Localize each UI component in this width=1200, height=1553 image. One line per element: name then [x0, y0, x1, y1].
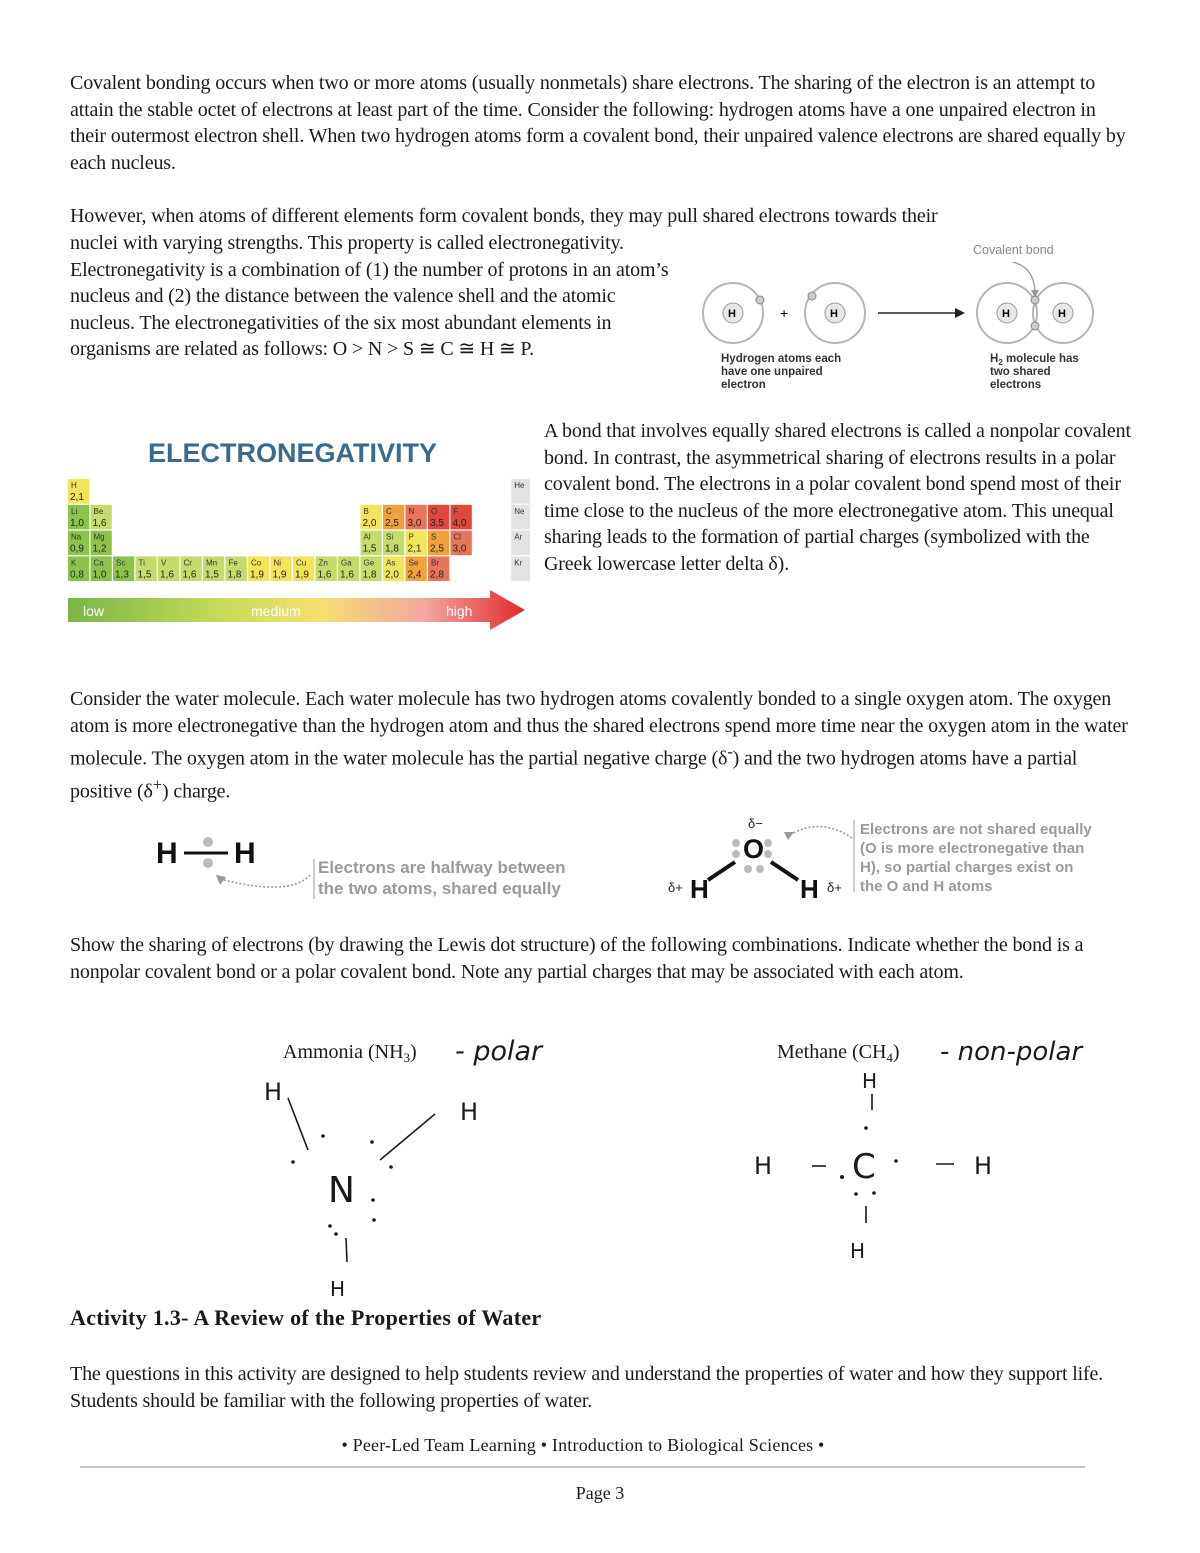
water-pointer: [788, 826, 852, 838]
water-h-left: H: [690, 874, 709, 904]
methane-dot-5: [872, 1191, 876, 1195]
hh-right-h: H: [234, 837, 256, 870]
element-cell-ni: [271, 556, 292, 581]
methane-label-sub: 4: [886, 1050, 893, 1065]
methane-answer: [750, 1030, 1150, 1265]
water-bond-electron-1: [744, 865, 752, 873]
ammonia-bond-right: [380, 1114, 435, 1160]
ammonia-label-sub: 3: [403, 1050, 411, 1065]
hh-electron-bottom: [203, 858, 213, 868]
methane-dot-4: [854, 1192, 858, 1196]
instructions-text: Show the sharing of electrons (by drawing the Lewis dot structure) of the following combinations. Indicate whether the bond is a nonpolar covalent bond or a polar covalent bond. Note any partial charges that may be associated with each atom.: [70, 934, 1084, 983]
hh-caption-line2: the two atoms, shared equally: [318, 879, 561, 898]
element-value: 4,0: [452, 517, 467, 529]
electronegativity-chart: [60, 430, 530, 640]
element-symbol: Mn: [206, 558, 218, 568]
water-delta-minus: δ−: [748, 816, 763, 831]
ammonia-dot-8: [334, 1232, 338, 1236]
element-symbol: Kr: [514, 558, 523, 568]
element-value: 1,0: [70, 517, 84, 529]
element-cell-si: [383, 531, 404, 556]
element-value: 2,1: [407, 543, 422, 555]
element-value: 1,6: [92, 517, 107, 529]
element-symbol: Mg: [93, 532, 105, 542]
activity-intro-paragraph: [70, 1361, 1130, 1414]
water-text-end: ) charge.: [162, 781, 231, 804]
h2-symbol-right: H: [1058, 308, 1066, 320]
chart-title: ELECTRONEGATIVITY: [148, 438, 438, 468]
electronegativity-text-line1: However, when atoms of different elements form covalent bonds, they may pull shared electrons towards their: [70, 205, 938, 227]
element-cell-al: [361, 531, 382, 556]
hydrogen-symbol-left: H: [728, 308, 736, 320]
element-cell-h: [68, 479, 89, 504]
element-value: 2,4: [407, 569, 422, 581]
element-symbol: Li: [71, 506, 78, 516]
element-value: 1,0: [92, 569, 107, 581]
h2-symbol-left: H: [1002, 308, 1010, 320]
element-value: 1,9: [295, 569, 309, 581]
caption-left-line3: electron: [721, 379, 766, 391]
hh-left-h: H: [156, 837, 178, 870]
element-symbol: Zn: [318, 558, 328, 568]
methane-handwritten-answer: - non-polar: [940, 1037, 1083, 1067]
element-symbol: H: [71, 481, 77, 490]
element-symbol: Ni: [273, 558, 282, 568]
water-lone-pair-left-2: [732, 850, 740, 858]
hh-bond-figure: [150, 825, 600, 905]
element-value: 1,9: [272, 569, 287, 581]
element-symbol: K: [71, 558, 77, 568]
footer-program-line: • Peer-Led Team Learning • Introduction to Biological Sciences •: [341, 1435, 825, 1455]
ammonia-answer: [250, 1030, 630, 1305]
water-text-start: Consider the water molecule. Each water molecule has two hydrogen atoms covalently bonded to a single oxygen atom. The oxygen atom is more electronegative than the hydrogen atom and thus the shared electrons spend more time near the oxygen atom in the water molecule. The oxygen atom in the water molecule has the partial negative charge (δ: [70, 688, 1128, 770]
water-caption: [860, 821, 1096, 895]
element-value: 1,5: [205, 569, 219, 581]
element-value: 3,0: [407, 517, 422, 529]
element-value: 1,6: [160, 569, 174, 581]
element-symbol: N: [408, 506, 415, 516]
ammonia-dot-7: [328, 1224, 332, 1228]
element-value: 0,9: [70, 543, 84, 555]
ammonia-dot-1: [321, 1134, 325, 1138]
element-cells: [68, 479, 530, 581]
element-cell-kr: [511, 556, 530, 581]
caption-left-line2: have one unpaired: [721, 366, 823, 378]
element-cell-o: [428, 505, 449, 530]
element-symbol: Na: [71, 532, 82, 542]
page-number: Page 3: [575, 1483, 625, 1503]
element-value: 2,1: [70, 492, 84, 503]
scale-medium: medium: [251, 603, 301, 619]
electron-right: [808, 292, 816, 300]
covalent-bond-label: Covalent bond: [973, 243, 1054, 257]
polar-bond-text: A bond that involves equally shared electrons is called a nonpolar covalent bond. In contrast, the asymmetrical sharing of electrons results in a polar covalent bond. The electrons in a polar covalent bond spend most of their time close to the nucleus of the more electronegative atom. This unequal sharing leads to the formation of partial charges (symbolized with the Greek lowercase letter delta δ).: [544, 420, 1131, 575]
electronegativity-paragraph: [70, 230, 680, 363]
methane-h-right: H: [974, 1152, 993, 1180]
element-cell-s: [428, 531, 449, 556]
caption-right-line1-start: H: [990, 353, 999, 365]
caption-right-line2: two shared: [990, 366, 1051, 378]
element-value: 1,3: [115, 569, 129, 581]
element-value: 1,6: [317, 569, 332, 581]
water-text-mid: ) and the two hydrogen atoms have a partial positive (δ: [70, 747, 1078, 804]
element-cell-ca: [91, 556, 112, 581]
ammonia-label-start: Ammonia (NH: [283, 1041, 404, 1063]
element-cell-f: [451, 505, 472, 530]
element-symbol: Si: [386, 532, 394, 542]
water-bond-left: [708, 862, 735, 880]
ammonia-dot-5: [371, 1198, 375, 1202]
methane-label: [777, 1041, 900, 1065]
element-cell-he: [511, 479, 530, 504]
caption-right-line3: electrons: [990, 379, 1042, 391]
hh-pointer: [220, 875, 310, 887]
element-symbol: Ti: [138, 558, 145, 568]
electronegativity-text: nuclei with varying strengths. This property is called electronegativity. Electronegativity is a combination of (1) the number of protons in an atom’s nucleus and (2) the distance between the valence shell and the atomic nucleus. The electronegativities of the six most abundant elements in organisms are related as follows: O > N > S ≅ C ≅ H ≅ P.: [70, 232, 669, 361]
hh-electron-top: [203, 837, 213, 847]
element-value: 1,5: [362, 543, 377, 555]
element-symbol: Al: [363, 532, 371, 542]
element-cell-cr: [181, 556, 202, 581]
shared-electron-top: [1031, 296, 1039, 304]
element-symbol: Ge: [363, 558, 375, 568]
instructions-paragraph: [70, 932, 1130, 985]
water-o: O: [743, 834, 765, 864]
element-symbol: Cl: [453, 532, 462, 542]
water-delta-plus-right: δ+: [827, 880, 842, 895]
ammonia-h-bottom: H: [330, 1277, 346, 1301]
water-text: [70, 686, 1130, 806]
methane-dot-3: [894, 1159, 898, 1163]
element-value: 1,8: [385, 543, 399, 555]
water-lone-pair-right-2: [764, 850, 772, 858]
water-caption-line4: the O and H atoms: [860, 878, 993, 895]
element-cell-mg: [91, 531, 112, 556]
element-cell-p: [406, 531, 427, 556]
water-h-right: H: [800, 874, 819, 904]
polar-bond-paragraph: [544, 418, 1134, 578]
element-symbol: C: [386, 506, 392, 516]
element-cell-ne: [511, 505, 530, 530]
methane-c: C: [852, 1147, 876, 1187]
methane-label-start: Methane (CH: [777, 1041, 887, 1063]
element-value: 1,9: [250, 569, 264, 581]
element-value: 3,5: [430, 517, 444, 529]
element-symbol: Br: [431, 558, 439, 568]
element-cell-as: [383, 556, 404, 581]
water-bond-electron-2: [756, 865, 764, 873]
caption-right: [990, 353, 1082, 391]
water-paragraph: [70, 686, 1130, 806]
plus-sign: +: [780, 305, 789, 321]
water-caption-line3: H), so partial charges exist on: [860, 859, 1074, 876]
element-value: 2,0: [362, 517, 377, 529]
ammonia-label: [283, 1041, 417, 1065]
element-symbol: Fe: [228, 558, 238, 568]
caption-right-line1-sub: 2: [998, 358, 1003, 367]
caption-left-line1: Hydrogen atoms each: [721, 353, 842, 365]
ammonia-n: N: [328, 1170, 355, 1211]
water-molecule-figure: [660, 810, 1120, 910]
element-value: 1,6: [340, 569, 354, 581]
ammonia-bond-bottom: [346, 1238, 347, 1262]
element-cell-zn: [316, 556, 337, 581]
element-cell-cu: [293, 556, 314, 581]
element-symbol: V: [161, 558, 167, 568]
element-cell-ge: [361, 556, 382, 581]
element-cell-be: [91, 505, 112, 530]
water-delta-plus-left: δ+: [668, 880, 683, 895]
element-symbol: Be: [93, 506, 104, 516]
water-text-pos: +: [152, 775, 163, 795]
element-cell-k: [68, 556, 89, 581]
element-symbol: Ga: [341, 558, 352, 568]
element-symbol: Cu: [296, 558, 307, 568]
ammonia-dot-6: [372, 1218, 376, 1222]
element-cell-ga: [338, 556, 359, 581]
element-cell-ti: [136, 556, 157, 581]
scale-high: high: [446, 603, 473, 619]
element-symbol: As: [386, 558, 396, 568]
element-value: 2,0: [385, 569, 399, 581]
element-symbol: B: [363, 506, 369, 516]
intro-paragraph: [70, 70, 1130, 176]
water-caption-line2: (O is more electronegative than: [860, 840, 1085, 857]
ammonia-label-end: ): [410, 1041, 417, 1063]
element-value: 1,5: [137, 569, 152, 581]
element-symbol: Co: [251, 558, 262, 568]
caption-right-line1-end: molecule has: [1002, 353, 1079, 365]
water-caption-line1: Electrons are not shared equally: [860, 821, 1092, 838]
water-pointer-head: [784, 832, 794, 840]
element-symbol: S: [431, 532, 437, 542]
element-symbol: Ca: [93, 558, 104, 568]
electron-left: [756, 296, 764, 304]
element-value: 3,0: [452, 543, 467, 555]
activity-intro-text: The questions in this activity are designed to help students review and understand the properties of water and how they support life. Students should be familiar with the following properties of water.: [70, 1363, 1104, 1412]
element-value: 2,5: [430, 543, 444, 555]
water-bond-right: [771, 862, 798, 880]
element-cell-cl: [451, 531, 472, 556]
element-symbol: P: [408, 532, 414, 542]
element-value: 2,5: [385, 517, 399, 529]
ammonia-dot-3: [370, 1140, 374, 1144]
element-symbol: Se: [408, 558, 419, 568]
methane-dot-2: [840, 1175, 844, 1179]
ammonia-h-top-left: H: [264, 1078, 283, 1106]
element-cell-na: [68, 531, 89, 556]
methane-h-bottom: H: [850, 1239, 866, 1263]
element-cell-mn: [203, 556, 224, 581]
intro-text: Covalent bonding occurs when two or more atoms (usually nonmetals) share electrons. The sharing of the electron is an attempt to attain the stable octet of electrons at least part of the time. Consider the following: hydrogen atoms have a one unpaired electron in their outermost electron shell. When two hydrogen atoms form a covalent bond, their unpaired valence electrons are shared equally by each nucleus.: [70, 72, 1126, 174]
activity-heading: Activity 1.3- A Review of the Properties of Water: [70, 1305, 542, 1330]
scale-low: low: [83, 603, 105, 619]
element-cell-fe: [226, 556, 247, 581]
caption-left: [721, 353, 844, 391]
methane-h-left: H: [754, 1152, 773, 1180]
hh-caption: [318, 858, 570, 898]
shared-electron-bottom: [1031, 322, 1039, 330]
element-cell-se: [406, 556, 427, 581]
element-value: 1,6: [182, 569, 197, 581]
element-value: 2,8: [430, 569, 444, 581]
element-value: 1,8: [227, 569, 242, 581]
covalent-bond-figure: [695, 238, 1115, 398]
element-cell-ar: [511, 531, 530, 556]
element-symbol: Ne: [514, 506, 525, 516]
element-cell-b: [361, 505, 382, 530]
element-symbol: He: [514, 481, 525, 490]
reaction-arrow-head: [955, 308, 965, 318]
element-symbol: F: [453, 506, 459, 516]
element-cell-co: [248, 556, 269, 581]
ammonia-dot-2: [291, 1160, 295, 1164]
ammonia-h-right: H: [460, 1098, 479, 1126]
ammonia-dot-4: [389, 1165, 393, 1169]
element-value: 0,8: [70, 569, 84, 581]
element-cell-v: [158, 556, 179, 581]
ammonia-handwritten-answer: - polar: [455, 1036, 543, 1067]
element-cell-n: [406, 505, 427, 530]
element-symbol: Sc: [116, 558, 126, 568]
element-symbol: Ar: [514, 532, 523, 542]
element-cell-li: [68, 505, 89, 530]
footer-divider: [80, 1466, 1085, 1468]
element-cell-br: [428, 556, 449, 581]
element-value: 1,8: [362, 569, 377, 581]
element-symbol: Cr: [183, 558, 192, 568]
hh-caption-line1: Electrons are halfway between: [318, 858, 566, 877]
hydrogen-symbol-right: H: [830, 308, 838, 320]
water-text-neg: -: [727, 742, 733, 762]
methane-h-top: H: [862, 1069, 878, 1093]
element-symbol: O: [431, 506, 438, 516]
water-lone-pair-right-1: [764, 839, 772, 847]
methane-label-end: ): [892, 1041, 900, 1063]
ammonia-bond-left: [288, 1098, 308, 1150]
element-value: 1,2: [92, 543, 107, 555]
methane-dot-1: [864, 1126, 868, 1130]
element-cell-c: [383, 505, 404, 530]
water-lone-pair-left-1: [732, 839, 740, 847]
element-cell-sc: [113, 556, 134, 581]
electronegativity-paragraph-line1: [70, 203, 1130, 230]
